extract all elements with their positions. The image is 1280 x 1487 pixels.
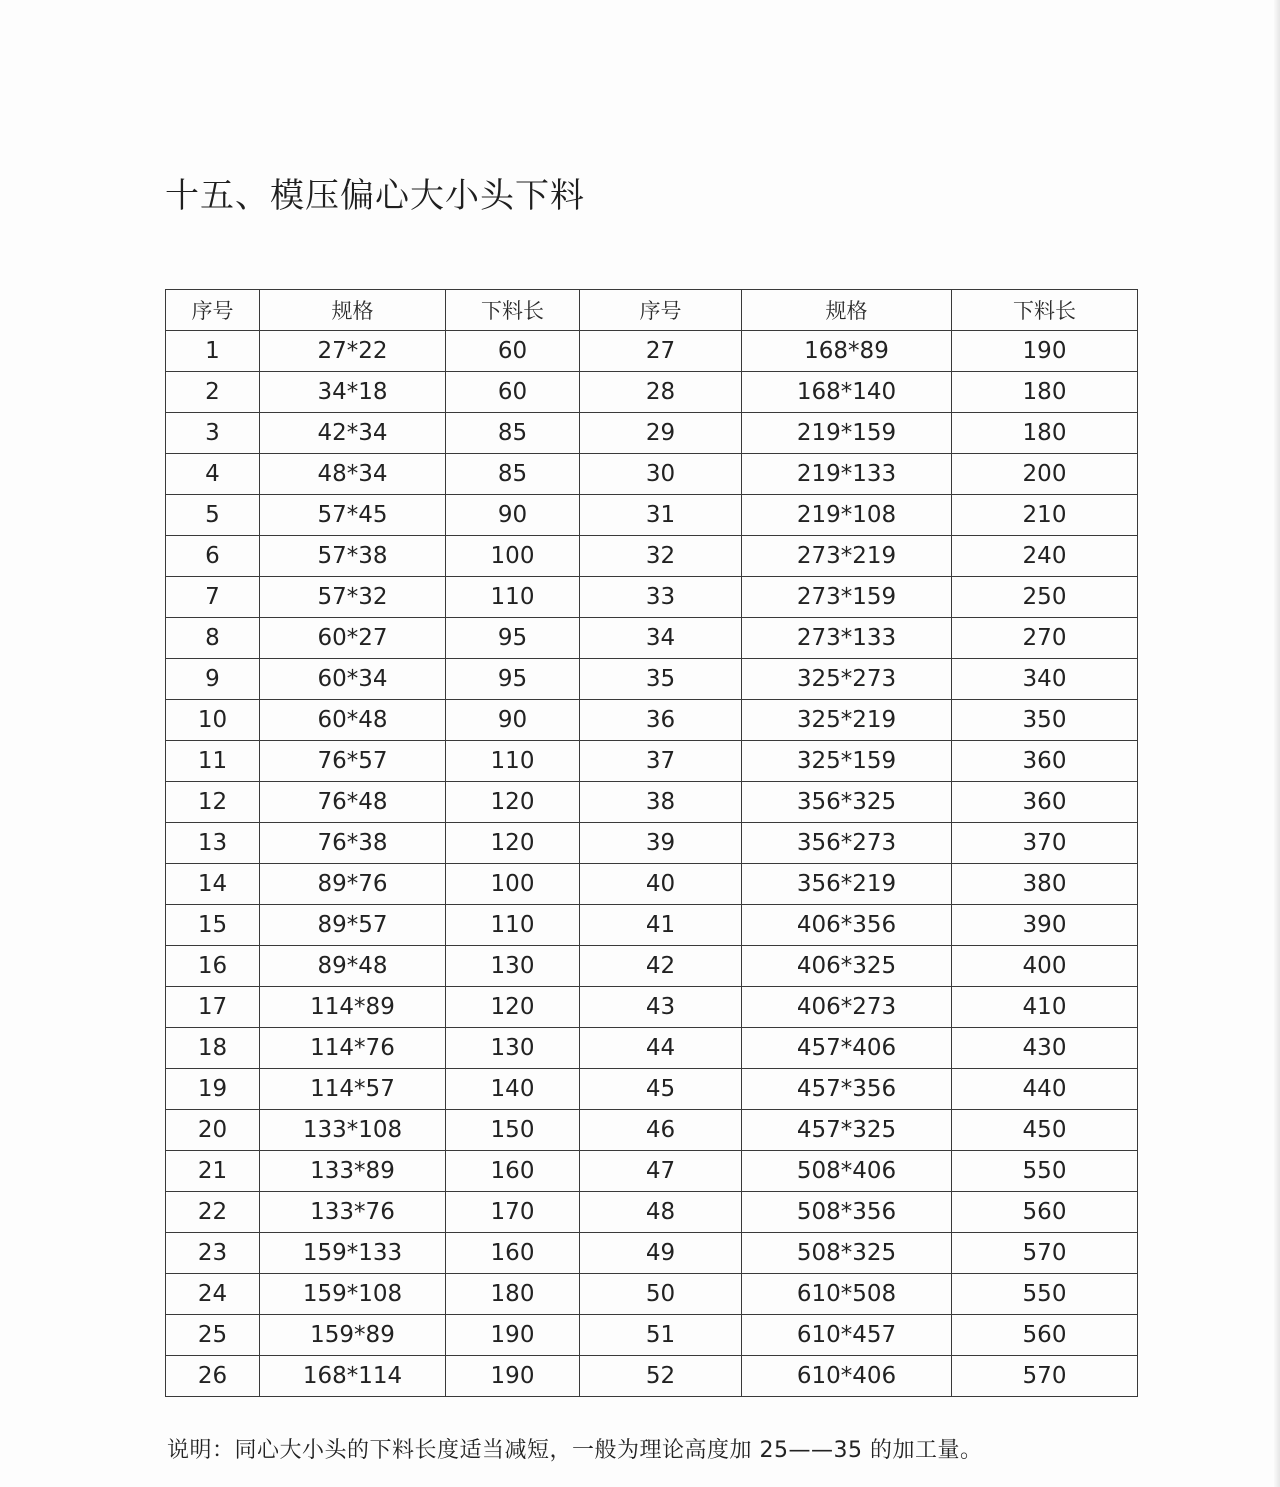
cell-spec-right: 610*457 xyxy=(742,1315,952,1356)
cell-index-right: 50 xyxy=(580,1274,742,1315)
cell-index-right: 38 xyxy=(580,782,742,823)
cell-index-right: 37 xyxy=(580,741,742,782)
cell-spec-left: 159*133 xyxy=(260,1233,446,1274)
cell-index-left: 9 xyxy=(166,659,260,700)
cell-spec-left: 57*45 xyxy=(260,495,446,536)
cell-length-left: 120 xyxy=(446,782,580,823)
cell-spec-left: 76*38 xyxy=(260,823,446,864)
table-row xyxy=(166,1315,1138,1356)
cell-spec-right: 610*508 xyxy=(742,1274,952,1315)
cell-spec-right: 219*108 xyxy=(742,495,952,536)
cell-length-right: 190 xyxy=(952,331,1138,372)
cell-index-left: 13 xyxy=(166,823,260,864)
cell-length-right: 560 xyxy=(952,1315,1138,1356)
table-row xyxy=(166,700,1138,741)
cell-length-left: 140 xyxy=(446,1069,580,1110)
cell-length-right: 430 xyxy=(952,1028,1138,1069)
cutting-length-table xyxy=(165,289,1138,1397)
cell-length-left: 110 xyxy=(446,741,580,782)
cell-index-left: 22 xyxy=(166,1192,260,1233)
cell-index-right: 31 xyxy=(580,495,742,536)
cell-index-left: 11 xyxy=(166,741,260,782)
cell-length-right: 570 xyxy=(952,1233,1138,1274)
cell-length-right: 380 xyxy=(952,864,1138,905)
table-row xyxy=(166,331,1138,372)
cell-spec-left: 57*38 xyxy=(260,536,446,577)
cell-index-left: 1 xyxy=(166,331,260,372)
footnote: 说明：同心大小头的下料长度适当减短，一般为理论高度加 25——35 的加工量。 xyxy=(167,1438,983,1463)
table-body xyxy=(166,331,1138,1397)
cell-length-left: 120 xyxy=(446,987,580,1028)
table-row xyxy=(166,741,1138,782)
cell-index-left: 17 xyxy=(166,987,260,1028)
cell-length-right: 370 xyxy=(952,823,1138,864)
table-header-row xyxy=(166,290,1138,331)
cell-index-left: 14 xyxy=(166,864,260,905)
cell-spec-right: 273*133 xyxy=(742,618,952,659)
cell-spec-right: 406*325 xyxy=(742,946,952,987)
cell-index-right: 48 xyxy=(580,1192,742,1233)
cell-spec-left: 133*108 xyxy=(260,1110,446,1151)
cell-index-right: 52 xyxy=(580,1356,742,1397)
cell-spec-left: 76*48 xyxy=(260,782,446,823)
cell-length-right: 180 xyxy=(952,372,1138,413)
cell-spec-right: 508*356 xyxy=(742,1192,952,1233)
cell-length-right: 560 xyxy=(952,1192,1138,1233)
cell-index-left: 2 xyxy=(166,372,260,413)
cell-index-right: 41 xyxy=(580,905,742,946)
cell-spec-left: 114*76 xyxy=(260,1028,446,1069)
cell-spec-left: 89*57 xyxy=(260,905,446,946)
table-row xyxy=(166,536,1138,577)
cell-spec-right: 457*406 xyxy=(742,1028,952,1069)
cell-spec-right: 406*273 xyxy=(742,987,952,1028)
cell-length-right: 400 xyxy=(952,946,1138,987)
cell-length-left: 100 xyxy=(446,864,580,905)
cell-length-left: 190 xyxy=(446,1356,580,1397)
cell-spec-right: 219*159 xyxy=(742,413,952,454)
cell-length-right: 250 xyxy=(952,577,1138,618)
scan-edge-shadow xyxy=(1274,0,1280,1487)
cell-index-right: 40 xyxy=(580,864,742,905)
cell-spec-right: 325*219 xyxy=(742,700,952,741)
table-row xyxy=(166,454,1138,495)
cell-spec-left: 168*114 xyxy=(260,1356,446,1397)
cell-index-left: 26 xyxy=(166,1356,260,1397)
header-index-right: 序号 xyxy=(580,290,742,331)
cell-length-right: 240 xyxy=(952,536,1138,577)
table-row xyxy=(166,905,1138,946)
cell-spec-left: 114*89 xyxy=(260,987,446,1028)
cell-length-left: 60 xyxy=(446,372,580,413)
cell-length-left: 90 xyxy=(446,700,580,741)
cell-spec-right: 508*325 xyxy=(742,1233,952,1274)
cell-spec-left: 76*57 xyxy=(260,741,446,782)
cell-index-left: 6 xyxy=(166,536,260,577)
table-row xyxy=(166,1233,1138,1274)
cell-index-left: 16 xyxy=(166,946,260,987)
cell-index-right: 44 xyxy=(580,1028,742,1069)
cell-spec-right: 325*273 xyxy=(742,659,952,700)
cell-index-right: 39 xyxy=(580,823,742,864)
table-row xyxy=(166,1028,1138,1069)
cell-index-right: 27 xyxy=(580,331,742,372)
cell-length-right: 360 xyxy=(952,782,1138,823)
cell-length-right: 180 xyxy=(952,413,1138,454)
cell-length-left: 190 xyxy=(446,1315,580,1356)
table-row xyxy=(166,1192,1138,1233)
cell-length-left: 100 xyxy=(446,536,580,577)
cell-index-right: 49 xyxy=(580,1233,742,1274)
cell-spec-right: 457*325 xyxy=(742,1110,952,1151)
cell-spec-right: 168*140 xyxy=(742,372,952,413)
header-spec-left: 规格 xyxy=(260,290,446,331)
table-container xyxy=(165,289,1137,1397)
cell-spec-left: 27*22 xyxy=(260,331,446,372)
cell-index-right: 35 xyxy=(580,659,742,700)
cell-index-left: 12 xyxy=(166,782,260,823)
cell-length-right: 340 xyxy=(952,659,1138,700)
table-row xyxy=(166,1356,1138,1397)
cell-spec-left: 89*76 xyxy=(260,864,446,905)
cell-spec-right: 219*133 xyxy=(742,454,952,495)
cell-length-left: 85 xyxy=(446,454,580,495)
cell-index-right: 34 xyxy=(580,618,742,659)
cell-index-left: 4 xyxy=(166,454,260,495)
cell-index-right: 36 xyxy=(580,700,742,741)
table-row xyxy=(166,495,1138,536)
table-row xyxy=(166,946,1138,987)
table-row xyxy=(166,782,1138,823)
cell-index-left: 5 xyxy=(166,495,260,536)
cell-index-left: 19 xyxy=(166,1069,260,1110)
cell-spec-right: 356*273 xyxy=(742,823,952,864)
cell-spec-right: 273*159 xyxy=(742,577,952,618)
cell-length-left: 130 xyxy=(446,946,580,987)
cell-length-left: 180 xyxy=(446,1274,580,1315)
header-spec-right: 规格 xyxy=(742,290,952,331)
cell-index-right: 46 xyxy=(580,1110,742,1151)
cell-index-right: 47 xyxy=(580,1151,742,1192)
cell-index-right: 30 xyxy=(580,454,742,495)
cell-length-right: 390 xyxy=(952,905,1138,946)
cell-length-right: 200 xyxy=(952,454,1138,495)
cell-length-right: 210 xyxy=(952,495,1138,536)
cell-index-right: 29 xyxy=(580,413,742,454)
cell-length-left: 95 xyxy=(446,618,580,659)
cell-index-right: 45 xyxy=(580,1069,742,1110)
header-length-right: 下料长 xyxy=(952,290,1138,331)
cell-spec-right: 356*219 xyxy=(742,864,952,905)
cell-index-left: 8 xyxy=(166,618,260,659)
cell-index-left: 18 xyxy=(166,1028,260,1069)
cell-spec-left: 159*108 xyxy=(260,1274,446,1315)
cell-spec-right: 168*89 xyxy=(742,331,952,372)
cell-length-right: 350 xyxy=(952,700,1138,741)
cell-spec-right: 406*356 xyxy=(742,905,952,946)
cell-spec-right: 610*406 xyxy=(742,1356,952,1397)
cell-spec-left: 60*48 xyxy=(260,700,446,741)
cell-length-left: 95 xyxy=(446,659,580,700)
cell-length-left: 110 xyxy=(446,577,580,618)
cell-spec-right: 273*219 xyxy=(742,536,952,577)
cell-index-right: 51 xyxy=(580,1315,742,1356)
cell-spec-right: 457*356 xyxy=(742,1069,952,1110)
cell-index-left: 23 xyxy=(166,1233,260,1274)
cell-length-left: 120 xyxy=(446,823,580,864)
table-row xyxy=(166,864,1138,905)
cell-index-left: 7 xyxy=(166,577,260,618)
cell-length-right: 450 xyxy=(952,1110,1138,1151)
cell-spec-left: 60*34 xyxy=(260,659,446,700)
cell-index-left: 15 xyxy=(166,905,260,946)
cell-length-left: 160 xyxy=(446,1151,580,1192)
table-row xyxy=(166,618,1138,659)
page-title: 十五、模压偏心大小头下料 xyxy=(165,176,585,216)
cell-index-left: 24 xyxy=(166,1274,260,1315)
cell-length-left: 150 xyxy=(446,1110,580,1151)
cell-spec-left: 34*18 xyxy=(260,372,446,413)
cell-spec-left: 48*34 xyxy=(260,454,446,495)
cell-length-right: 410 xyxy=(952,987,1138,1028)
cell-spec-right: 356*325 xyxy=(742,782,952,823)
cell-index-right: 28 xyxy=(580,372,742,413)
cell-length-left: 130 xyxy=(446,1028,580,1069)
cell-length-left: 60 xyxy=(446,331,580,372)
cell-index-left: 3 xyxy=(166,413,260,454)
cell-index-right: 42 xyxy=(580,946,742,987)
cell-length-left: 160 xyxy=(446,1233,580,1274)
cell-spec-left: 159*89 xyxy=(260,1315,446,1356)
table-row xyxy=(166,1151,1138,1192)
cell-spec-left: 60*27 xyxy=(260,618,446,659)
cell-length-right: 360 xyxy=(952,741,1138,782)
header-length-left: 下料长 xyxy=(446,290,580,331)
cell-spec-left: 114*57 xyxy=(260,1069,446,1110)
cell-length-right: 550 xyxy=(952,1274,1138,1315)
cell-spec-right: 325*159 xyxy=(742,741,952,782)
table-row xyxy=(166,1110,1138,1151)
cell-length-left: 110 xyxy=(446,905,580,946)
cell-index-left: 20 xyxy=(166,1110,260,1151)
table-row xyxy=(166,577,1138,618)
cell-length-right: 570 xyxy=(952,1356,1138,1397)
table-row xyxy=(166,372,1138,413)
cell-length-right: 440 xyxy=(952,1069,1138,1110)
cell-spec-left: 89*48 xyxy=(260,946,446,987)
cell-index-right: 32 xyxy=(580,536,742,577)
cell-index-right: 43 xyxy=(580,987,742,1028)
cell-index-right: 33 xyxy=(580,577,742,618)
cell-index-left: 25 xyxy=(166,1315,260,1356)
header-index-left: 序号 xyxy=(166,290,260,331)
table-row xyxy=(166,1069,1138,1110)
cell-spec-left: 57*32 xyxy=(260,577,446,618)
cell-length-right: 550 xyxy=(952,1151,1138,1192)
cell-length-left: 90 xyxy=(446,495,580,536)
cell-spec-left: 133*89 xyxy=(260,1151,446,1192)
cell-spec-left: 133*76 xyxy=(260,1192,446,1233)
table-row xyxy=(166,987,1138,1028)
cell-length-left: 85 xyxy=(446,413,580,454)
cell-spec-right: 508*406 xyxy=(742,1151,952,1192)
cell-spec-left: 42*34 xyxy=(260,413,446,454)
table-row xyxy=(166,823,1138,864)
table-row xyxy=(166,1274,1138,1315)
cell-length-right: 270 xyxy=(952,618,1138,659)
cell-index-left: 10 xyxy=(166,700,260,741)
cell-index-left: 21 xyxy=(166,1151,260,1192)
table-row xyxy=(166,413,1138,454)
table-row xyxy=(166,659,1138,700)
cell-length-left: 170 xyxy=(446,1192,580,1233)
